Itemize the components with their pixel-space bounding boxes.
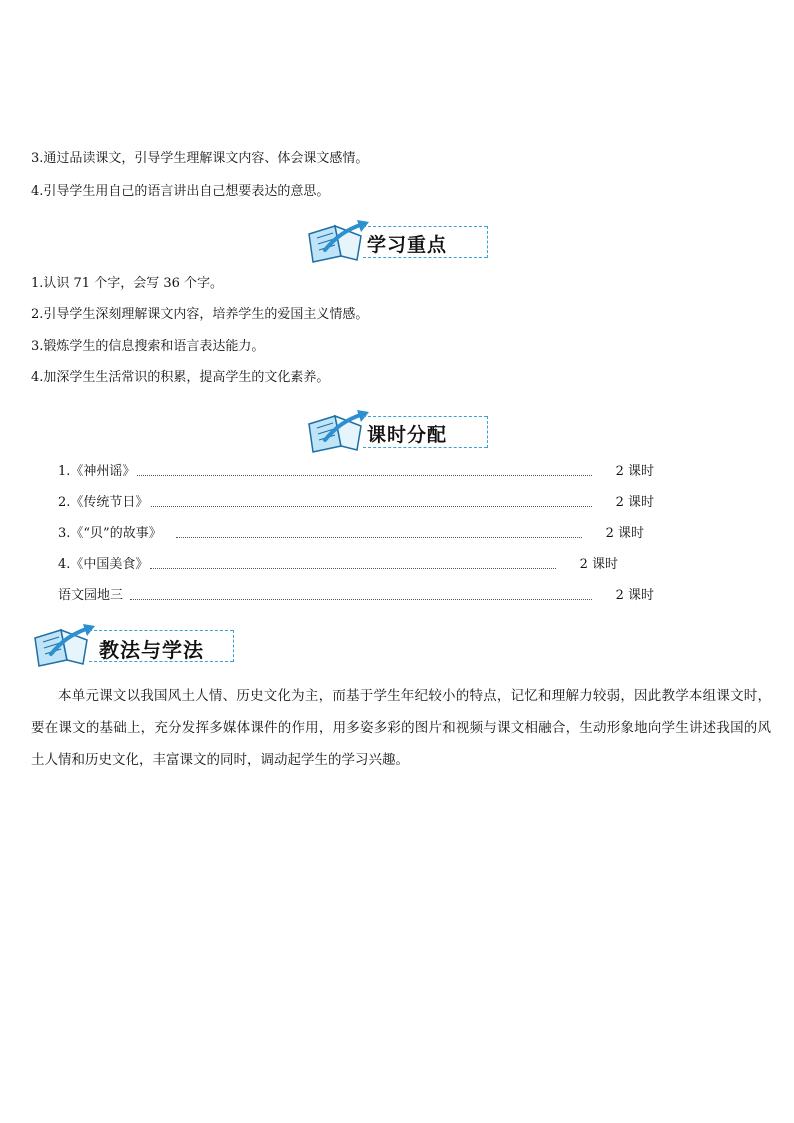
schedule-row-hours: 2 课时: [605, 526, 644, 541]
schedule-header: [305, 410, 487, 454]
goal-4: 4.引导学生用自己的语言讲出自己想要表达的意思。: [31, 184, 330, 199]
goal-3: 3.通过品读课文，引导学生理解课文内容、体会课文感情。: [31, 151, 369, 166]
schedule-row-hours: 2 课时: [615, 588, 654, 603]
schedule-row-label: 语文园地三: [58, 588, 124, 603]
schedule-row-hours: 2 课时: [615, 495, 654, 510]
methods-paragraph: 本单元课文以我国风土人情、历史文化为主，而基于学生年纪较小的特点，记忆和理解力较弱，因此教学本组课文时，要在课文的基础上，充分发挥多媒体课件的作用，用多姿多彩的图片和视频与课文相融合，生动形象地向学生讲述我国的风土人情和历史文化，丰富课文的同时，调动起学生的学习兴趣。: [31, 688, 771, 768]
key-point-4: 4.加深学生生活常识的积累，提高学生的文化素养。: [31, 370, 330, 385]
schedule-row: [58, 494, 654, 512]
methods-header: [31, 624, 233, 668]
methods-title: 教法与学法: [99, 638, 204, 662]
key-points-title: 学习重点: [367, 234, 448, 256]
key-point-3: 3.锻炼学生的信息搜索和语言表达能力。: [31, 339, 265, 354]
schedule-row: [58, 463, 654, 481]
schedule-row-hours: 2 课时: [579, 557, 618, 572]
key-point-2: 2.引导学生深刻理解课文内容，培养学生的爱国主义情感。: [31, 307, 369, 322]
schedule-row-label: 1.《神州谣》: [58, 464, 136, 479]
schedule-row-label: 3.《“贝”的故事》: [58, 526, 162, 541]
key-point-1: 1.认识 71 个字，会写 36 个字。: [31, 276, 224, 291]
schedule-row: [58, 587, 654, 605]
schedule-row: [58, 525, 644, 543]
key-points-header: [305, 220, 487, 264]
schedule-row: [58, 556, 618, 574]
schedule-row-label: 2.《传统节日》: [58, 495, 149, 510]
schedule-title: 课时分配: [367, 424, 448, 446]
schedule-row-label: 4.《中国美食》: [58, 557, 149, 572]
schedule-row-hours: 2 课时: [615, 464, 654, 479]
